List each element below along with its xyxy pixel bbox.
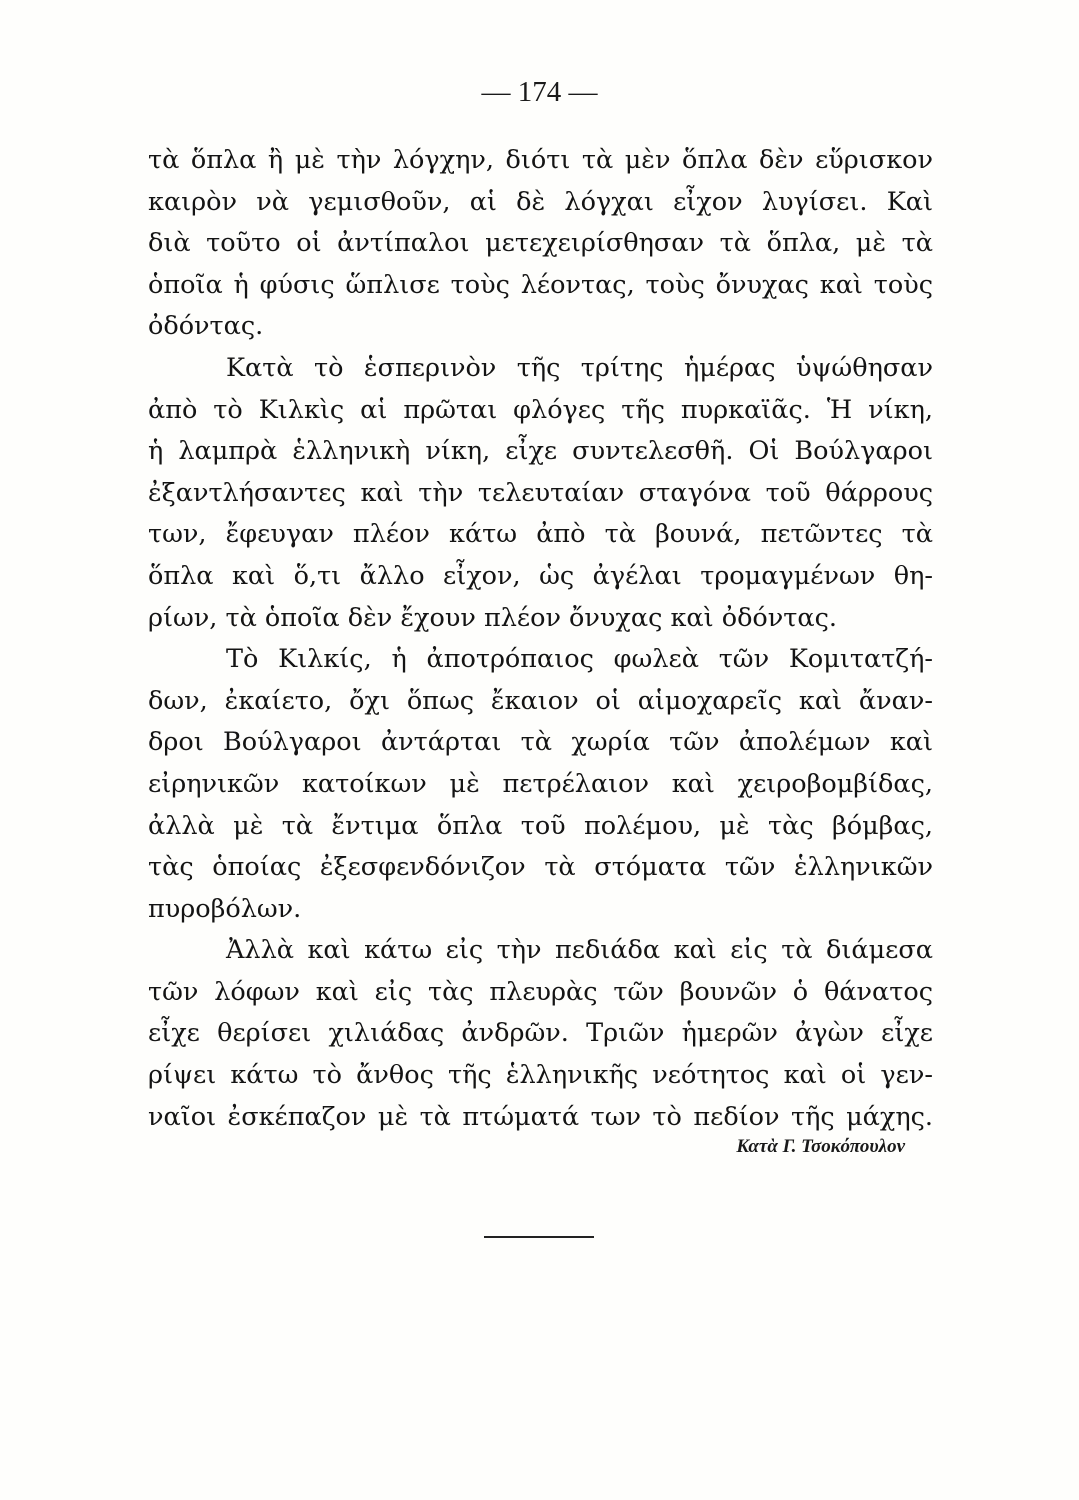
text-line: καιρὸν νὰ γεμισθοῦν, αἱ δὲ λόγχαι εἶχον λυγίσει. Καὶ [148, 186, 933, 217]
text-line: ὁποῖα ἡ φύσις ὥπλισε τοὺς λέοντας, τοὺς ὄνυχας καὶ τοὺς [148, 269, 933, 300]
text-line: Ἀλλὰ καὶ κάτω εἰς τὴν πεδιάδα καὶ εἰς τὰ διάμεσα [226, 935, 933, 966]
text-line: τὰ ὅπλα ἢ μὲ τὴν λόγχην, διότι τὰ μὲν ὅπλα δὲν εὕρισκον [148, 145, 933, 175]
text-line: ναῖοι ἐσκέπαζον μὲ τὰ πτώματά των τὸ πεδίον τῆς μάχης. [148, 1101, 933, 1132]
text-line: Τὸ Κιλκίς, ἡ ἀποτρόπαιος φωλεὰ τῶν Κομιτατζή- [226, 644, 933, 675]
text-line: τῶν λόφων καὶ εἰς τὰς πλευρὰς τῶν βουνῶν ὁ θάνατος [148, 976, 933, 1007]
text-line: εἰρηνικῶν κατοίκων μὲ πετρέλαιον καὶ χειροβομβίδας, [148, 768, 933, 799]
text-line: ὀδόντας. [148, 311, 264, 342]
text-line: Κατὰ τὸ ἑσπερινὸν τῆς τρίτης ἡμέρας ὑψώθησαν [226, 352, 933, 383]
text-line: των, ἔφευγαν πλέον κάτω ἀπὸ τὰ βουνά, πετῶντες τὰ [148, 519, 933, 550]
text-line: δων, ἐκαίετο, ὄχι ὅπως ἔκαιον οἱ αἱμοχαρεῖς καὶ ἄναν- [148, 685, 933, 716]
text-line: δροι Βούλγαροι ἀντάρται τὰ χωρία τῶν ἀπολέμων καὶ [148, 727, 933, 758]
text-line: ὅπλα καὶ ὅ,τι ἄλλο εἶχον, ὡς ἀγέλαι τρομαγμένων θη- [148, 560, 933, 591]
text-line: ρίων, τὰ ὁποῖα δὲν ἔχουν πλέον ὄνυχας καὶ ὀδόντας. [148, 602, 837, 633]
attribution: Κατὰ Γ. Τσοκόπουλον [736, 1136, 905, 1157]
text-line: εἶχε θερίσει χιλιάδας ἀνδρῶν. Τριῶν ἡμερῶν ἀγὼν εἶχε [148, 1018, 933, 1049]
page-number: — 174 — [481, 76, 598, 108]
body-text [148, 140, 933, 1138]
section-divider [484, 1236, 594, 1238]
text-line: ἡ λαμπρὰ ἑλληνικὴ νίκη, εἶχε συντελεσθῆ. Οἱ Βούλγαροι [148, 436, 933, 467]
text-line: ρίψει κάτω τὸ ἄνθος τῆς ἑλληνικῆς νεότητος καὶ οἱ γεν- [148, 1060, 933, 1091]
text-line: διὰ τοῦτο οἱ ἀντίπαλοι μετεχειρίσθησαν τὰ ὅπλα, μὲ τὰ [148, 228, 933, 259]
text-line: ἐξαντλήσαντες καὶ τὴν τελευταίαν σταγόνα τοῦ θάρρους [148, 477, 933, 508]
text-line: τὰς ὁποίας ἐξεσφενδόνιζον τὰ στόματα τῶν ἑλληνικῶν [148, 852, 933, 883]
text-line: ἀλλὰ μὲ τὰ ἔντιμα ὅπλα τοῦ πολέμου, μὲ τὰς βόμβας, [148, 810, 933, 841]
text-line: ἀπὸ τὸ Κιλκὶς αἱ πρῶται φλόγες τῆς πυρκαϊᾶς. Ἡ νίκη, [148, 394, 933, 425]
text-line: πυροβόλων. [148, 893, 302, 924]
